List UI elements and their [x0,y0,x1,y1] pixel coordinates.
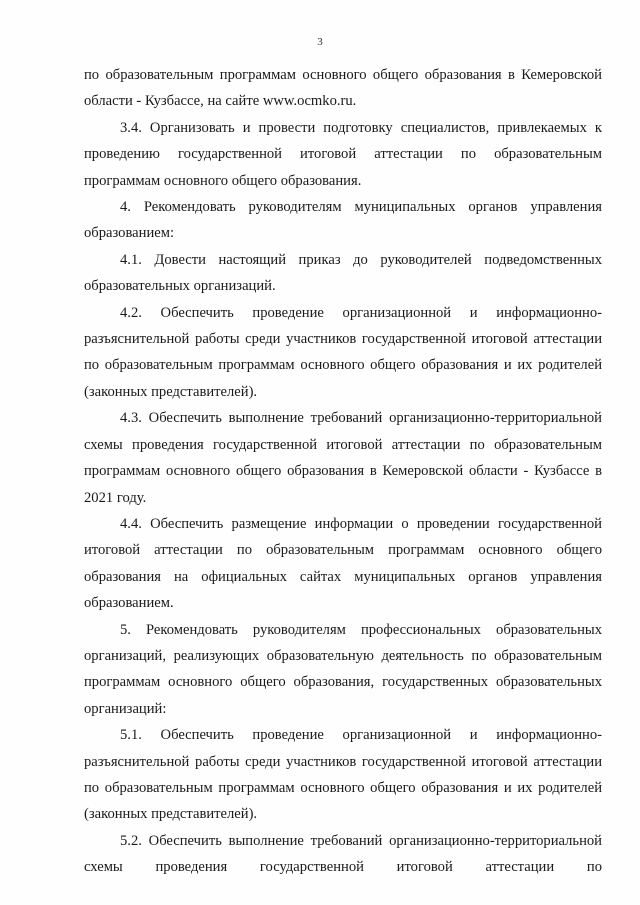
paragraph: 5.1. Обеспечить проведение организационной и информационно-разъяснительной работы среди участников государственной итоговой аттестации по образовательным программам основного общего образования и их родителей (законных представителей). [84,727,602,823]
document-body [84,62,602,881]
paragraph: 5.2. Обеспечить выполнение требований организационно-территориальной схемы проведения государственной итоговой аттестации по [84,832,602,876]
paragraph: 4.3. Обеспечить выполнение требований организационно-территориальной схемы проведения государственной итоговой аттестации по образовательным программам основного общего образования в Кемеровской области - Кузбассе в 2021 году. [84,410,602,506]
paragraph: 5. Рекомендовать руководителям профессиональных образовательных организаций, реализующих образовательную деятельность по образовательным программам основного общего образования, государственных образовательных организаций: [84,621,602,717]
paragraph: по образовательным программам основного общего образования в Кемеровской области - Кузбассе, на сайте www.ocmko.ru. [84,67,602,110]
paragraph: 4.1. Довести настоящий приказ до руководителей подведомственных образовательных организаций. [84,251,602,295]
paragraph: 4.4. Обеспечить размещение информации о проведении государственной итоговой аттестации по образовательным программам основного общего образования на официальных сайтах муниципальных органов управления образованием. [84,515,602,612]
paragraph: 3.4. Организовать и провести подготовку специалистов, привлекаемых к проведению государственной итоговой аттестации по образовательным программам основного общего образования. [84,119,602,189]
paragraph: 4. Рекомендовать руководителям муниципальных органов управления образованием: [84,199,602,242]
page-number: 3 [317,36,323,48]
paragraph: 4.2. Обеспечить проведение организационной и информационно-разъяснительной работы среди участников государственной итоговой аттестации по образовательным программам основного общего образования и их родителей (законных представителей). [84,304,602,400]
